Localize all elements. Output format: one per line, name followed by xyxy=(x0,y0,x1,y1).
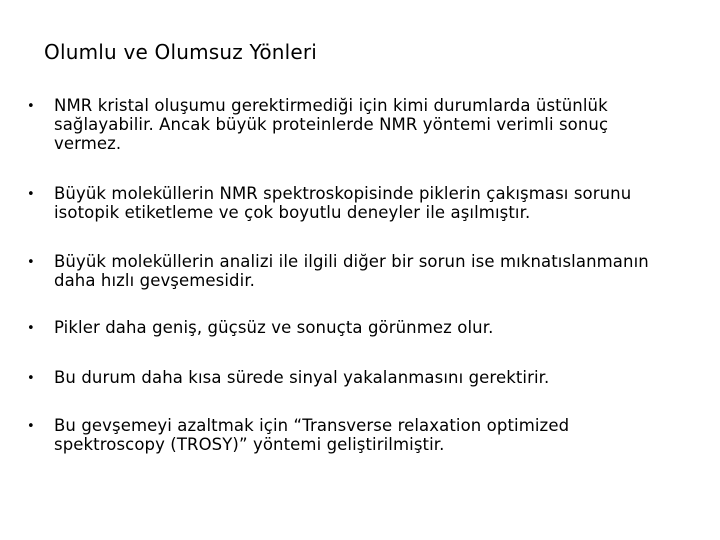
bullet-text: Bu durum daha kısa sürede sinyal yakalanmasını gerektirir. xyxy=(54,368,550,387)
bullet-dot: • xyxy=(27,419,35,434)
bullet-text: Büyük moleküllerin NMR spektroskopisinde piklerin çakışması sorunu isotopik etiketleme ve çok boyutlu deneyler ile aşılmıştır. xyxy=(54,184,632,222)
bullet-dot: • xyxy=(27,321,35,336)
bullet-text: Bu gevşemeyi azaltmak için “Transverse relaxation optimized spektroscopy (TROSY)” yöntemi geliştirilmiştir. xyxy=(54,416,570,454)
bullet-text: NMR kristal oluşumu gerektirmediği için kimi durumlarda üstünlük sağlayabilir. Ancak büyük proteinlerde NMR yöntemi verimli sonuç vermez. xyxy=(54,96,609,153)
slide-title: Olumlu ve Olumsuz Yönleri xyxy=(44,40,318,64)
bullet-text: Büyük moleküllerin analizi ile ilgili diğer bir sorun ise mıknatıslanmanın daha hızlı gevşemesidir. xyxy=(54,252,649,290)
bullet-dot: • xyxy=(27,255,35,270)
bullet-dot: • xyxy=(27,99,35,114)
bullet-dot: • xyxy=(27,371,35,386)
bullet-dot: • xyxy=(27,187,35,202)
bullet-text: Pikler daha geniş, güçsüz ve sonuçta görünmez olur. xyxy=(54,318,494,337)
